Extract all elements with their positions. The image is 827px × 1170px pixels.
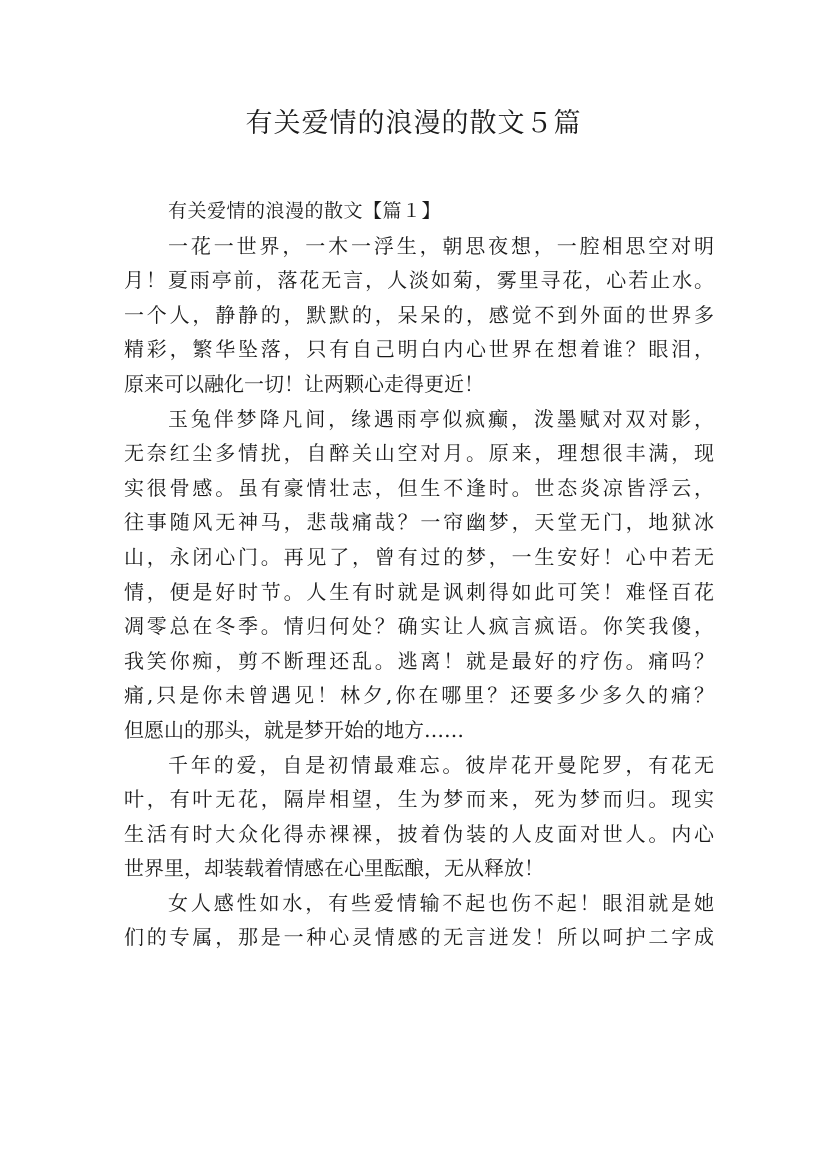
paragraph-line: 凋零总在冬季。情归何处？确实让人疯言疯语。你笑我傻，: [124, 614, 714, 639]
paragraph-line: 世界里，却装载着情感在心里酝酿，无从释放！: [124, 856, 544, 881]
paragraph-line: 我笑你痴，剪不断理还乱。逃离！就是最好的疗伤。痛吗？: [124, 648, 714, 673]
paragraph-line: 痛,只是你未曾遇见！林夕,你在哪里？还要多少多久的痛？: [124, 683, 714, 708]
paragraph-line: 叶，有叶无花，隔岸相望，生为梦而来，死为梦而归。现实: [124, 787, 714, 812]
paragraph-line: 一花一世界，一木一浮生，朝思夜想，一腔相思空对明: [168, 233, 714, 258]
paragraph-line: 山，永闭心门。再见了，曾有过的梦，一生安好！心中若无: [124, 544, 714, 569]
paragraph-line: 千年的爱，自是初情最难忘。彼岸花开曼陀罗，有花无: [168, 752, 714, 777]
paragraph-line: 原来可以融化一切！让两颗心走得更近！: [124, 371, 484, 396]
paragraph-line: 往事随风无神马，悲哉痛哉？一帘幽梦，天堂无门，地狱冰: [124, 510, 714, 535]
paragraph-line: 们的专属，那是一种心灵情感的无言迸发！所以呵护二字成: [124, 925, 714, 950]
paragraph-line: 女人感性如水，有些爱情输不起也伤不起！眼泪就是她: [168, 890, 714, 915]
paragraph-line: 情，便是好时节。人生有时就是讽刺得如此可笑！难怪百花: [124, 579, 714, 604]
document-title: 有关爱情的浪漫的散文５篇: [245, 108, 582, 139]
paragraph-line: 玉兔伴梦降凡间，缘遇雨亭似疯癫，泼墨赋对双对影，: [168, 406, 714, 431]
paragraph-line: 无奈红尘多情扰，自醉关山空对月。原来，理想很丰满，现: [124, 441, 714, 466]
paragraph-line: 但愿山的那头，就是梦开始的地方……: [124, 717, 464, 742]
paragraph-line: 一个人，静静的，默默的，呆呆的，感觉不到外面的世界多: [124, 302, 714, 327]
paragraph-line: 生活有时大众化得赤裸裸，披着伪装的人皮面对世人。内心: [124, 821, 714, 846]
document-body: [124, 194, 714, 955]
paragraph-line: 月！夏雨亭前，落花无言，人淡如菊，雾里寻花，心若止水。: [124, 268, 714, 293]
section-label: 有关爱情的浪漫的散文【篇１】: [168, 200, 442, 222]
paragraph-line: 精彩，繁华坠落，只有自己明白内心世界在想着谁？眼泪，: [124, 337, 714, 362]
paragraph-line: 实很骨感。虽有豪情壮志，但生不逢时。世态炎凉皆浮云，: [124, 475, 714, 500]
